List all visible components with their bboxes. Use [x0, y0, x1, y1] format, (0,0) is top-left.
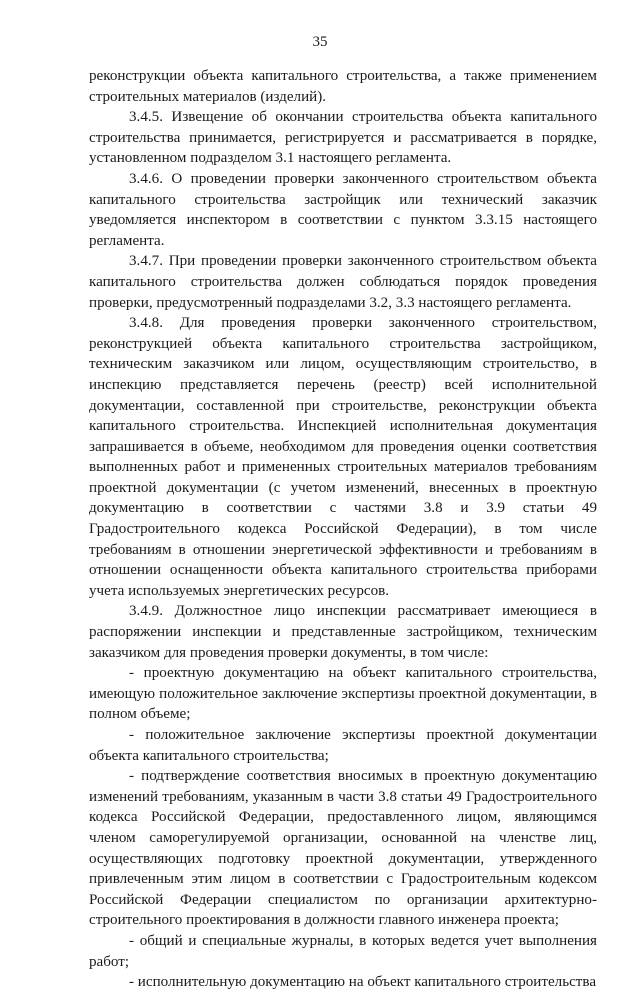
paragraph-3-4-7: 3.4.7. При проведении проверки законченного строительством объекта капитального строительства должен соблюдаться порядок проведения проверки, предусмотренный подразделами 3.2, 3.3 настоящего регламента.: [89, 253, 597, 311]
list-item: - положительное заключение экспертизы проектной документации объекта капитального строительства;: [89, 727, 597, 764]
paragraph-continuation: реконструкции объекта капитального строительства, а также применением строительных материалов (изделий).: [89, 68, 597, 105]
paragraph-3-4-6: 3.4.6. О проведении проверки законченного строительством объекта капитального строительства застройщик или технический заказчик уведомляется инспектором в соответствии с пунктом 3.3.15 настоящего регламента.: [89, 170, 597, 249]
list-item: - проектную документацию на объект капитального строительства, имеющую положительное заключение экспертизы проектной документации, в полном объеме;: [89, 665, 597, 723]
paragraph-3-4-5: 3.4.5. Извещение об окончании строительства объекта капитального строительства принимается, регистрируется и рассматривается в порядке, установленном подразделом 3.1 настоящего регламента.: [89, 109, 597, 167]
list-item: - исполнительную документацию на объект капитального строительства: [129, 974, 597, 991]
paragraph-3-4-9: 3.4.9. Должностное лицо инспекции рассматривает имеющиеся в распоряжении инспекции и представленные застройщиком, техническим заказчиком для проведения проверки документы, в том числе:: [89, 603, 597, 661]
page-number: 35: [312, 34, 328, 50]
paragraph-3-4-8: 3.4.8. Для проведения проверки законченного строительством, реконструкцией объекта капитального строительства застройщиком, техническим заказчиком или лицом, осуществляющим строительство, в инспекцию представляется перечень (реестр) всей исполнительной документации, составленной при строительстве, реконструкции объекта капитального строительства. Инспекцией исполнительная документация запрашивается в объеме, необходимом для проведения оценки соответствия выполненных работ и примененных строительных материалов требованиям проектной документации (с учетом изменений, внесенных в проектную документацию в соответствии с частями 3.8 и 3.9 статьи 49 Градостроительного кодекса Российской Федерации), в том числе требованиям в отношении энергетической эффективности и требованиям в отношении оснащенности объекта капитального строительства приборами учета используемых энергетических ресурсов.: [89, 315, 597, 599]
document-body: [89, 66, 597, 993]
list-item: - подтверждение соответствия вносимых в проектную документацию изменений требованиям, указанным в части 3.8 статьи 49 Градостроительного кодекса Российской Федерации, предоставленного лицом, являющимся членом саморегулируемой организации, основанной на членстве лиц, осуществляющих подготовку проектной документации, утвержденного привлеченным этим лицом в соответствии с Градостроительным кодексом Российской Федерации специалистом по организации архитектурно-строительного проектирования в должности главного инженера проекта;: [89, 768, 597, 929]
list-item: - общий и специальные журналы, в которых ведется учет выполнения работ;: [89, 932, 597, 970]
